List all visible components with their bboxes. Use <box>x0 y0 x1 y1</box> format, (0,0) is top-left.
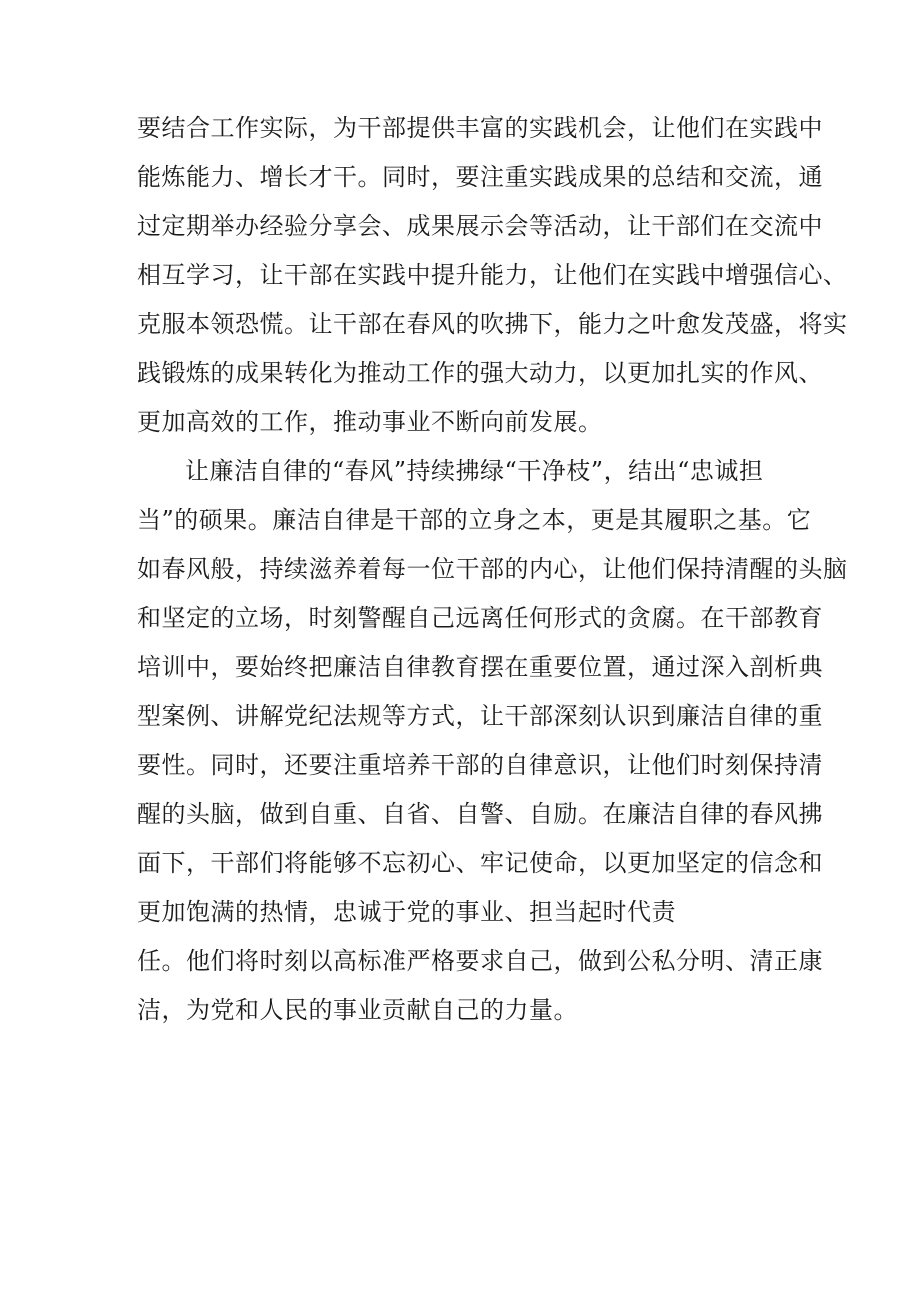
text-line: 和坚定的立场，时刻警醒自己远离任何形式的贪腐。在干部教育 <box>137 604 823 632</box>
text-line: 面下，干部们将能够不忘初心、牢记使命，以更加坚定的信念和 <box>137 849 823 877</box>
text-line: 更加饱满的热情，忠诚于党的事业、担当起时代责 <box>137 898 676 926</box>
text-line: 更加高效的工作，推动事业不断向前发展。 <box>137 408 603 436</box>
text-line: 洁，为党和人民的事业贡献自己的力量。 <box>137 996 578 1024</box>
text-line: 能炼能力、增长才干。同时，要注重实践成果的总结和交流，通 <box>137 163 823 191</box>
text-line: 过定期举办经验分享会、成果展示会等活动，让干部们在交流中 <box>137 212 823 240</box>
text-line: 相互学习，让干部在实践中提升能力，让他们在实践中增强信心、 <box>137 261 848 289</box>
text-line: 培训中，要始终把廉洁自律教育摆在重要位置，通过深入剖析典 <box>137 653 823 681</box>
text-line: 克服本领恐慌。让干部在春风的吹拂下，能力之叶愈发茂盛，将实 <box>137 310 848 338</box>
text-line: 践锻炼的成果转化为推动工作的强大动力，以更加扎实的作风、 <box>137 359 823 387</box>
text-line: 任。他们将时刻以高标准严格要求自己，做到公私分明、清正康 <box>137 947 823 975</box>
text-line: 要结合工作实际，为干部提供丰富的实践机会，让他们在实践中 <box>137 114 823 142</box>
text-line: 型案例、讲解党纪法规等方式，让干部深刻认识到廉洁自律的重 <box>137 702 823 730</box>
paragraph-first-line: 让廉洁自律的“春风”持续拂绿“干净枝”，结出“忠诚担 <box>185 457 764 485</box>
text-line: 要性。同时，还要注重培养干部的自律意识，让他们时刻保持清 <box>137 751 823 779</box>
text-line: 如春风般，持续滋养着每一位干部的内心，让他们保持清醒的头脑 <box>137 555 848 583</box>
text-line: 当”的硕果。廉洁自律是干部的立身之本，更是其履职之基。它 <box>137 506 812 534</box>
text-line: 醒的头脑，做到自重、自省、自警、自励。在廉洁自律的春风拂 <box>137 800 823 828</box>
